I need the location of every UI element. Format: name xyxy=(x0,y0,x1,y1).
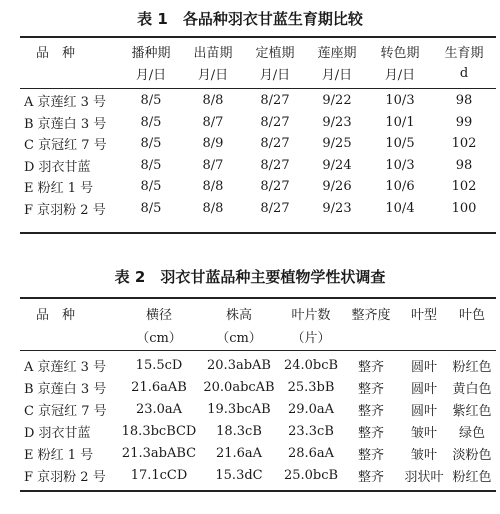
table1-value-cell: 9/23 xyxy=(322,114,352,130)
table1-variety-cell: A 京莲红 3 号 xyxy=(24,95,107,111)
table2-value-cell: 绿色 xyxy=(458,425,485,441)
table1-unit-cell: 月/日 xyxy=(135,67,167,83)
table2-header-cell: 叶型 xyxy=(410,308,437,323)
table1-value-cell: 8/5 xyxy=(140,157,162,173)
table2-value-cell: 圆叶 xyxy=(410,359,437,375)
table1-row xyxy=(20,112,496,134)
table2-value-cell: 25.0bcB xyxy=(283,467,339,483)
table2-row xyxy=(20,354,496,376)
table1-unit-cell: 月/日 xyxy=(197,67,229,83)
table2-value-cell: 圆叶 xyxy=(410,403,437,419)
table2-variety-cell: C 京冠红 7 号 xyxy=(24,403,107,419)
table1-top-rule xyxy=(20,36,496,38)
table2-bottom-rule xyxy=(20,490,496,492)
table1-value-cell: 8/8 xyxy=(202,200,224,216)
table2-value-cell: 整齐 xyxy=(357,381,384,397)
table1-header-cell: 定植期 xyxy=(255,45,295,61)
table2-unit-cell: （片） xyxy=(291,331,331,346)
table2-unit-cell xyxy=(448,325,496,348)
table2-variety-cell: D 羽衣甘蓝 xyxy=(24,425,91,441)
table2-value-cell: 21.3abABC xyxy=(121,445,197,461)
table1-unit-cell: 月/日 xyxy=(384,67,416,83)
table2-unit-cell xyxy=(20,325,120,348)
table2-header-rule xyxy=(20,350,496,351)
table2-header-cell: 叶色 xyxy=(458,308,485,323)
table2-value-cell: 29.0aA xyxy=(287,401,335,417)
table1-value-cell: 8/7 xyxy=(202,157,224,173)
table1-row xyxy=(20,155,496,177)
table2-value-cell: 23.0aA xyxy=(135,401,183,417)
table2-row xyxy=(20,464,496,486)
table1-row xyxy=(20,90,496,112)
table2-unit-cell xyxy=(400,325,448,348)
table2-body xyxy=(20,354,496,486)
table2-value-cell: 皱叶 xyxy=(410,447,437,463)
table1-value-cell: 8/7 xyxy=(202,114,224,130)
table2-value-cell: 21.6aAB xyxy=(131,379,187,395)
table1-title: 表 1 各品种羽衣甘蓝生育期比较 xyxy=(137,10,363,28)
table2-header-cell: 叶片数 xyxy=(291,308,331,323)
table1-value-cell: 10/4 xyxy=(385,200,415,216)
table2-value-cell: 整齐 xyxy=(357,469,384,485)
table2-unit-cell xyxy=(342,325,400,348)
table2-unit-cell: （cm） xyxy=(136,331,182,346)
table1-value-cell: 10/3 xyxy=(385,93,415,109)
table1-value-cell: 9/26 xyxy=(322,179,352,195)
table2-value-cell: 粉红色 xyxy=(452,359,492,375)
table2-title: 表 2 羽衣甘蓝品种主要植物学性状调查 xyxy=(114,268,386,286)
table2-value-cell: 24.0bcB xyxy=(283,357,339,373)
table1-header-cell: 莲座期 xyxy=(317,45,357,61)
table2-value-cell: 整齐 xyxy=(357,425,384,441)
table1-header-rule xyxy=(20,88,496,89)
table2-value-cell: 20.0abcAB xyxy=(203,379,275,395)
table1-value-cell: 8/27 xyxy=(260,157,290,173)
table1-value-cell: 99 xyxy=(455,114,473,130)
table1-value-cell: 8/9 xyxy=(202,136,224,152)
table1-unit-cell: 月/日 xyxy=(259,67,291,83)
table1-value-cell: 8/5 xyxy=(140,114,162,130)
table1-value-cell: 9/25 xyxy=(322,136,352,152)
table2-value-cell: 圆叶 xyxy=(410,381,437,397)
table1-value-cell: 8/8 xyxy=(202,93,224,109)
table2-header-cell: 品 种 xyxy=(36,308,76,323)
table1-unit-row xyxy=(20,62,496,84)
table2-value-cell: 整齐 xyxy=(357,359,384,375)
table2-value-cell: 黄白色 xyxy=(452,381,492,397)
table1-variety-cell: F 京羽粉 2 号 xyxy=(24,202,106,218)
table2-value-cell: 19.3bcAB xyxy=(207,401,271,417)
table2-header-row xyxy=(20,302,496,325)
table1-header-cell: 播种期 xyxy=(131,45,171,61)
table1-body xyxy=(20,90,496,219)
table2-value-cell: 整齐 xyxy=(357,403,384,419)
table1-variety-cell: D 羽衣甘蓝 xyxy=(24,159,91,175)
table1-header-row xyxy=(20,40,496,62)
table2-value-cell: 羽状叶 xyxy=(404,469,444,485)
table2-value-cell: 18.3cB xyxy=(216,423,262,439)
table2-value-cell: 25.3bB xyxy=(287,379,335,395)
table1-variety-cell: E 粉红 1 号 xyxy=(24,181,94,197)
table1-header-cell: 品 种 xyxy=(36,45,76,61)
table2-value-cell: 21.6aA xyxy=(215,445,263,461)
table1-value-cell: 9/23 xyxy=(322,200,352,216)
table2-row xyxy=(20,420,496,442)
table1-value-cell: 8/5 xyxy=(140,136,162,152)
table1-value-cell: 9/24 xyxy=(322,157,352,173)
table1-value-cell: 100 xyxy=(451,200,477,216)
table1-header-cell: 出苗期 xyxy=(193,45,233,61)
table1-row xyxy=(20,198,496,220)
table1-row xyxy=(20,176,496,198)
table2-value-cell: 15.5cD xyxy=(135,357,183,373)
table1-value-cell: 10/1 xyxy=(385,114,415,130)
table1-unit-cell: d xyxy=(459,65,469,81)
table2-value-cell: 粉红色 xyxy=(452,469,492,485)
table1-value-cell: 8/27 xyxy=(260,114,290,130)
table2-value-cell: 20.3abAB xyxy=(207,357,271,373)
table1-value-cell: 8/5 xyxy=(140,179,162,195)
table2-top-rule xyxy=(20,297,496,299)
table2-variety-cell: B 京莲白 3 号 xyxy=(24,381,107,397)
table2-value-cell: 18.3bcBCD xyxy=(121,423,197,439)
table2-variety-cell: A 京莲红 3 号 xyxy=(24,359,107,375)
table1-value-cell: 8/27 xyxy=(260,200,290,216)
table2 xyxy=(20,302,496,486)
table1-value-cell: 98 xyxy=(455,93,473,109)
table1-header-cell: 生育期 xyxy=(444,45,484,61)
table2-value-cell: 紫红色 xyxy=(452,403,492,419)
table1-value-cell: 8/5 xyxy=(140,200,162,216)
table1-unit-cell: 月/日 xyxy=(321,67,353,83)
table2-header-cell: 整齐度 xyxy=(351,308,391,323)
table1-value-cell: 8/8 xyxy=(202,179,224,195)
table1-value-cell: 8/27 xyxy=(260,179,290,195)
table2-header-cell: 株高 xyxy=(225,308,252,323)
table2-header-cell: 横径 xyxy=(145,308,172,323)
table2-variety-cell: E 粉红 1 号 xyxy=(24,447,94,463)
table1-value-cell: 98 xyxy=(455,157,473,173)
table1-value-cell: 10/5 xyxy=(385,136,415,152)
table1-row xyxy=(20,133,496,155)
table1 xyxy=(20,40,496,219)
table1-value-cell: 8/5 xyxy=(140,93,162,109)
table2-value-cell: 23.3cB xyxy=(288,423,334,439)
table2-value-cell: 淡粉色 xyxy=(452,447,492,463)
table1-unit-cell xyxy=(20,62,120,84)
table1-value-cell: 10/3 xyxy=(385,157,415,173)
table1-value-cell: 8/27 xyxy=(260,93,290,109)
table2-value-cell: 17.1cCD xyxy=(130,467,188,483)
table1-value-cell: 8/27 xyxy=(260,136,290,152)
table2-value-cell: 28.6aA xyxy=(287,445,335,461)
table2-unit-cell: （cm） xyxy=(216,331,262,346)
table2-row xyxy=(20,376,496,398)
table1-value-cell: 102 xyxy=(451,179,477,195)
table1-variety-cell: C 京冠红 7 号 xyxy=(24,138,107,154)
table2-value-cell: 15.3dC xyxy=(215,467,263,483)
table1-value-cell: 9/22 xyxy=(322,93,352,109)
table2-value-cell: 整齐 xyxy=(357,447,384,463)
table1-variety-cell: B 京莲白 3 号 xyxy=(24,116,107,132)
table1-value-cell: 102 xyxy=(451,136,477,152)
table1-header-cell: 转色期 xyxy=(380,45,420,61)
table2-value-cell: 皱叶 xyxy=(410,425,437,441)
table2-variety-cell: F 京羽粉 2 号 xyxy=(24,469,106,485)
table1-value-cell: 10/6 xyxy=(385,179,415,195)
table2-unit-row xyxy=(20,325,496,348)
table2-row xyxy=(20,442,496,464)
table2-row xyxy=(20,398,496,420)
table1-bottom-rule xyxy=(20,232,496,234)
